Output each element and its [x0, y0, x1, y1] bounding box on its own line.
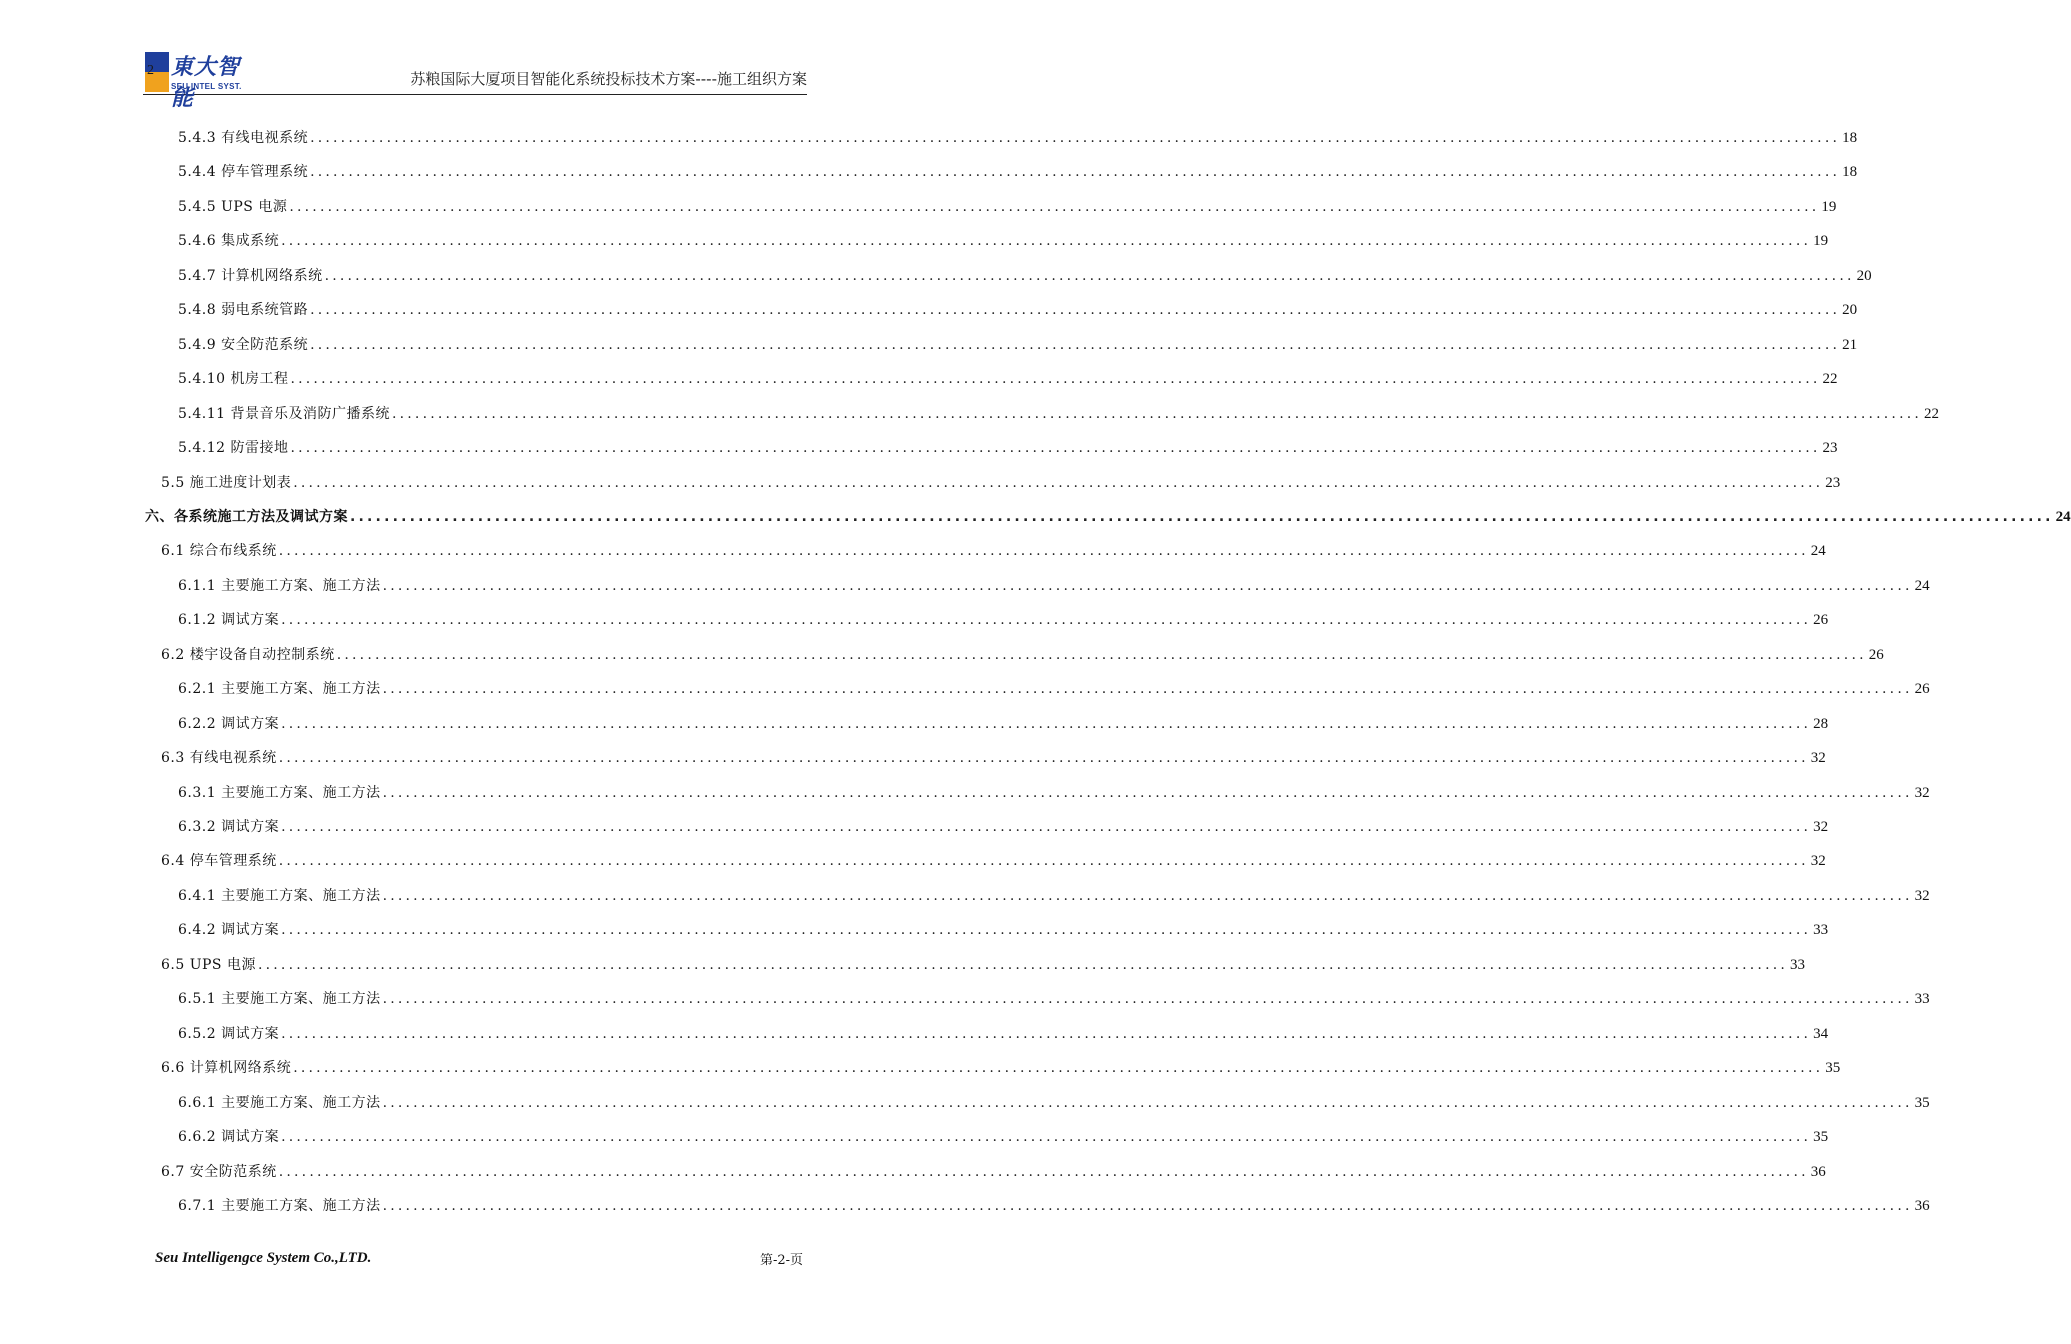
- toc-entry[interactable]: [178, 782, 1930, 804]
- toc-leader-dots: ........................................................................................................................................................................................................: [281, 1129, 1812, 1146]
- toc-entry-label: 六、各系统施工方法及调试方案: [145, 508, 348, 525]
- toc-entry[interactable]: [161, 1057, 1841, 1079]
- toc-leader-dots: ........................................................................................................................................................................................................: [281, 819, 1812, 835]
- toc-entry-page: 19: [1813, 233, 1829, 250]
- toc-entry-page: 36: [1810, 1163, 1826, 1180]
- toc-leader-dots: ........................................................................................................................................................................................................: [293, 474, 1824, 491]
- toc-leader-dots: ........................................................................................................................................................................................................: [350, 508, 2054, 525]
- toc-entry[interactable]: [178, 265, 1872, 287]
- toc-entry[interactable]: [178, 1126, 1829, 1148]
- toc-entry-label: 5.5 施工进度计划表: [161, 474, 292, 491]
- toc-leader-dots: ........................................................................................................................................................................................................: [281, 612, 1812, 629]
- toc-leader-dots: ........................................................................................................................................................................................................: [310, 164, 1841, 181]
- toc-leader-dots: ........................................................................................................................................................................................................: [290, 371, 1821, 388]
- toc-entry[interactable]: [178, 1092, 1930, 1114]
- toc-entry[interactable]: [145, 506, 2071, 528]
- toc-entry-label: 5.4.5 UPS 电源: [178, 198, 288, 215]
- toc-entry-label: 6.1.2 调试方案: [178, 612, 280, 629]
- toc-entry-page: 24: [1810, 543, 1826, 560]
- toc-leader-dots: ........................................................................................................................................................................................................: [293, 1060, 1824, 1077]
- page-header: [143, 48, 807, 111]
- toc-entry-label: 5.4.12 防雷接地: [178, 440, 289, 457]
- toc-entry[interactable]: [178, 161, 1858, 183]
- toc-entry-page: 26: [1914, 681, 1930, 698]
- toc-leader-dots: ........................................................................................................................................................................................................: [382, 577, 1913, 594]
- toc-entry-label: 5.4.3 有线电视系统: [178, 130, 309, 146]
- toc-entry[interactable]: [161, 644, 1884, 666]
- document-title: 苏粮国际大厦项目智能化系统投标技术方案----施工组织方案: [410, 70, 807, 88]
- toc-entry-label: 6.7 安全防范系统: [161, 1163, 277, 1180]
- toc-entry-page: 35: [1825, 1060, 1841, 1077]
- toc-entry-page: 33: [1914, 991, 1930, 1008]
- toc-leader-dots: ........................................................................................................................................................................................................: [290, 440, 1821, 457]
- toc-entry[interactable]: [178, 403, 1940, 425]
- logo-mark-icon: [145, 52, 169, 92]
- toc-leader-dots: ........................................................................................................................................................................................................: [257, 956, 1789, 973]
- toc-leader-dots: ........................................................................................................................................................................................................: [281, 922, 1812, 939]
- toc-leader-dots: ........................................................................................................................................................................................................: [278, 543, 1809, 560]
- toc-leader-dots: ........................................................................................................................................................................................................: [324, 267, 1855, 284]
- toc-leader-dots: ........................................................................................................................................................................................................: [382, 681, 1913, 698]
- toc-entry-label: 5.4.6 集成系统: [178, 233, 280, 250]
- logo-number: 2: [147, 63, 154, 78]
- toc-entry-label: 5.4.11 背景音乐及消防广播系统: [178, 405, 390, 422]
- toc-entry-label: 6.2.2 调试方案: [178, 715, 280, 732]
- toc-entry[interactable]: [178, 816, 1829, 838]
- toc-leader-dots: ........................................................................................................................................................................................................: [382, 784, 1913, 801]
- toc-leader-dots: ........................................................................................................................................................................................................: [278, 1163, 1809, 1180]
- toc-entry-page: 34: [1813, 1025, 1829, 1042]
- toc-entry[interactable]: [178, 988, 1930, 1010]
- toc-entry-label: 6.4.1 主要施工方案、施工方法: [178, 887, 381, 904]
- toc-entry-label: 6.6.1 主要施工方案、施工方法: [178, 1094, 381, 1111]
- toc-entry-page: 23: [1825, 474, 1841, 491]
- toc-leader-dots: ........................................................................................................................................................................................................: [382, 1094, 1913, 1111]
- toc-entry-page: 35: [1813, 1129, 1829, 1146]
- toc-entry-label: 6.4.2 调试方案: [178, 922, 280, 939]
- toc-entry-page: 26: [1868, 646, 1884, 663]
- toc-entry-label: 6.6 计算机网络系统: [161, 1060, 292, 1077]
- toc-entry-page: 32: [1813, 819, 1829, 835]
- toc-entry-label: 6.3.2 调试方案: [178, 819, 280, 835]
- toc-entry-page: 18: [1842, 130, 1858, 146]
- toc-entry-label: 5.4.8 弱电系统管路: [178, 302, 309, 319]
- toc-entry-page: 22: [1822, 371, 1838, 388]
- toc-leader-dots: ........................................................................................................................................................................................................: [310, 336, 1841, 353]
- footer-page-number: 第-2-页: [760, 1253, 804, 1268]
- toc-entry-label: 6.3 有线电视系统: [161, 750, 277, 767]
- toc-leader-dots: ........................................................................................................................................................................................................: [281, 233, 1812, 250]
- toc-entry-page: 23: [1822, 440, 1838, 457]
- logo-chinese-text: 東大智能: [171, 55, 241, 111]
- toc-leader-dots: ........................................................................................................................................................................................................: [382, 991, 1913, 1008]
- toc-entry-page: 36: [1914, 1197, 1930, 1214]
- toc-entry[interactable]: [178, 196, 1837, 218]
- toc-entry-label: 6.2.1 主要施工方案、施工方法: [178, 681, 381, 698]
- toc-entry-page: 24: [1914, 577, 1930, 594]
- toc-entry-page: 32: [1914, 784, 1930, 801]
- toc-entry-page: 35: [1914, 1094, 1930, 1111]
- toc-entry[interactable]: [178, 334, 1858, 356]
- company-logo: [143, 50, 261, 111]
- toc-entry-page: 18: [1842, 164, 1858, 181]
- toc-entry-label: 5.4.9 安全防范系统: [178, 336, 309, 353]
- toc-leader-dots: ........................................................................................................................................................................................................: [278, 853, 1809, 870]
- toc-entry-label: 6.3.1 主要施工方案、施工方法: [178, 784, 381, 801]
- toc-entry-label: 6.4 停车管理系统: [161, 853, 277, 870]
- toc-leader-dots: ........................................................................................................................................................................................................: [391, 405, 1923, 422]
- toc-entry[interactable]: [178, 575, 1930, 597]
- toc-entry-page: 26: [1813, 612, 1829, 629]
- toc-entry-page: 19: [1821, 198, 1837, 215]
- toc-entry-page: 32: [1914, 887, 1930, 904]
- toc-entry-label: 6.5.1 主要施工方案、施工方法: [178, 991, 381, 1008]
- toc-entry[interactable]: [161, 540, 1826, 562]
- toc-leader-dots: ........................................................................................................................................................................................................: [278, 750, 1809, 767]
- toc-leader-dots: ........................................................................................................................................................................................................: [336, 646, 1867, 663]
- toc-entry-page: 21: [1842, 336, 1858, 353]
- toc-entry[interactable]: [161, 850, 1826, 872]
- toc-entry-page: 32: [1810, 750, 1826, 767]
- toc-entry[interactable]: [178, 299, 1858, 321]
- toc-entry-label: 5.4.10 机房工程: [178, 371, 289, 388]
- toc-entry-label: 6.5.2 调试方案: [178, 1025, 280, 1042]
- toc-entry[interactable]: [161, 954, 1806, 976]
- toc-entry[interactable]: [178, 678, 1930, 700]
- toc-entry[interactable]: [161, 1161, 1826, 1183]
- toc-leader-dots: ........................................................................................................................................................................................................: [382, 1197, 1913, 1214]
- footer-company: Seu Intelligengce System Co.,LTD.: [155, 1250, 372, 1266]
- toc-leader-dots: ........................................................................................................................................................................................................: [281, 715, 1812, 732]
- toc-leader-dots: ........................................................................................................................................................................................................: [289, 198, 1820, 215]
- toc-entry-page: 33: [1790, 956, 1806, 973]
- toc-entry-page: 32: [1810, 853, 1826, 870]
- logo-english-text: SEU INTEL SYST.: [171, 82, 242, 91]
- toc-entry-label: 6.5 UPS 电源: [161, 956, 256, 973]
- toc-entry[interactable]: [178, 437, 1838, 459]
- toc-entry-label: 5.4.4 停车管理系统: [178, 164, 309, 181]
- toc-entry[interactable]: [178, 230, 1829, 252]
- toc-entry-label: 6.2 楼宇设备自动控制系统: [161, 646, 335, 663]
- toc-entry[interactable]: [178, 713, 1829, 735]
- toc-entry-page: 33: [1813, 922, 1829, 939]
- toc-entry-label: 6.1.1 主要施工方案、施工方法: [178, 577, 381, 594]
- toc-entry-page: 20: [1856, 267, 1872, 284]
- toc-entry-label: 6.7.1 主要施工方案、施工方法: [178, 1197, 381, 1214]
- toc-entry-page: 20: [1842, 302, 1858, 319]
- toc-entry[interactable]: [178, 919, 1829, 941]
- toc-entry[interactable]: [178, 368, 1838, 390]
- toc-entry-label: 6.6.2 调试方案: [178, 1129, 280, 1146]
- toc-entry-label: 5.4.7 计算机网络系统: [178, 267, 323, 284]
- toc-entry-page: 28: [1813, 715, 1829, 732]
- toc-entry-page: 22: [1924, 405, 1940, 422]
- toc-entry-page: 24: [2055, 508, 2071, 525]
- toc-leader-dots: ........................................................................................................................................................................................................: [310, 130, 1841, 146]
- toc-entry[interactable]: [178, 609, 1829, 631]
- toc-entry[interactable]: [161, 472, 1841, 494]
- toc-entry-label: 6.1 综合布线系统: [161, 543, 277, 560]
- toc-leader-dots: ........................................................................................................................................................................................................: [281, 1025, 1812, 1042]
- toc-entry[interactable]: [178, 885, 1930, 907]
- toc-entry[interactable]: [178, 127, 1858, 149]
- toc-entry[interactable]: [161, 747, 1826, 769]
- toc-leader-dots: ........................................................................................................................................................................................................: [310, 302, 1841, 319]
- toc-entry[interactable]: [178, 1195, 1930, 1217]
- toc-leader-dots: ........................................................................................................................................................................................................: [382, 887, 1913, 904]
- toc-entry[interactable]: [178, 1023, 1829, 1045]
